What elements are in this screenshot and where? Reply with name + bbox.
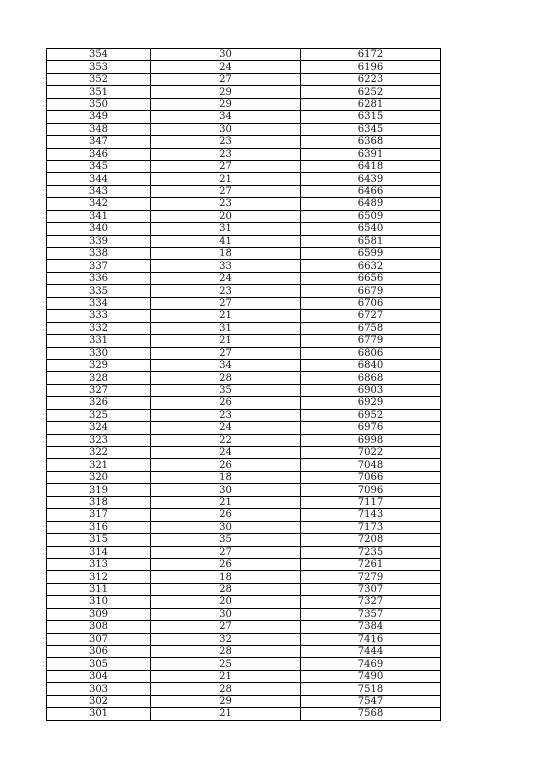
cell-col1: 335: [47, 285, 151, 297]
cell-col3: 6252: [301, 86, 441, 98]
cell-col3: 7518: [301, 683, 441, 695]
cell-col2: 29: [151, 98, 301, 110]
cell-col2: 35: [151, 384, 301, 396]
cell-col3: 7066: [301, 471, 441, 483]
cell-col2: 20: [151, 210, 301, 222]
table-row: [47, 210, 441, 222]
cell-col1: 337: [47, 260, 151, 272]
cell-col3: 6345: [301, 123, 441, 135]
cell-col3: 6223: [301, 73, 441, 85]
cell-col2: 27: [151, 185, 301, 197]
table-row: [47, 173, 441, 185]
cell-col1: 326: [47, 397, 151, 409]
cell-col3: 6806: [301, 347, 441, 359]
table-row: [47, 123, 441, 135]
cell-col3: 6418: [301, 160, 441, 172]
cell-col2: 41: [151, 235, 301, 247]
cell-col3: 6599: [301, 248, 441, 260]
cell-col1: 303: [47, 683, 151, 695]
cell-col2: 30: [151, 484, 301, 496]
cell-col3: 7327: [301, 596, 441, 608]
cell-col1: 329: [47, 359, 151, 371]
cell-col2: 27: [151, 73, 301, 85]
cell-col3: 6903: [301, 384, 441, 396]
cell-col2: 25: [151, 658, 301, 670]
cell-col2: 27: [151, 297, 301, 309]
cell-col2: 30: [151, 608, 301, 620]
table-row: [47, 583, 441, 595]
table-row: [47, 621, 441, 633]
table-row: [47, 111, 441, 123]
table-row: [47, 422, 441, 434]
cell-col3: 7357: [301, 608, 441, 620]
cell-col2: 29: [151, 86, 301, 98]
cell-col3: 6998: [301, 434, 441, 446]
cell-col2: 30: [151, 49, 301, 61]
cell-col2: 21: [151, 708, 301, 720]
cell-col2: 26: [151, 397, 301, 409]
cell-col2: 27: [151, 621, 301, 633]
cell-col1: 342: [47, 198, 151, 210]
table-body: [47, 49, 441, 721]
cell-col3: 6840: [301, 359, 441, 371]
cell-col3: 6281: [301, 98, 441, 110]
cell-col3: 7261: [301, 558, 441, 570]
cell-col3: 6679: [301, 285, 441, 297]
cell-col1: 324: [47, 422, 151, 434]
table-row: [47, 670, 441, 682]
table-row: [47, 310, 441, 322]
cell-col1: 301: [47, 708, 151, 720]
cell-col3: 6466: [301, 185, 441, 197]
cell-col3: 7143: [301, 509, 441, 521]
cell-col1: 352: [47, 73, 151, 85]
cell-col3: 7279: [301, 571, 441, 583]
cell-col2: 27: [151, 546, 301, 558]
table-row: [47, 61, 441, 73]
cell-col2: 27: [151, 160, 301, 172]
cell-col1: 325: [47, 409, 151, 421]
cell-col3: 7416: [301, 633, 441, 645]
cell-col2: 23: [151, 285, 301, 297]
cell-col2: 24: [151, 272, 301, 284]
cell-col1: 320: [47, 471, 151, 483]
cell-col1: 312: [47, 571, 151, 583]
cell-col3: 6439: [301, 173, 441, 185]
cell-col1: 347: [47, 136, 151, 148]
cell-col1: 340: [47, 223, 151, 235]
cell-col3: 7469: [301, 658, 441, 670]
cell-col2: 28: [151, 646, 301, 658]
cell-col3: 7208: [301, 534, 441, 546]
cell-col3: 7096: [301, 484, 441, 496]
cell-col2: 31: [151, 322, 301, 334]
cell-col3: 6540: [301, 223, 441, 235]
table-row: [47, 397, 441, 409]
table-row: [47, 384, 441, 396]
cell-col1: 328: [47, 372, 151, 384]
cell-col3: 6779: [301, 335, 441, 347]
cell-col1: 323: [47, 434, 151, 446]
cell-col2: 28: [151, 683, 301, 695]
table-row: [47, 695, 441, 707]
cell-col2: 18: [151, 471, 301, 483]
cell-col2: 28: [151, 372, 301, 384]
cell-col3: 7117: [301, 496, 441, 508]
cell-col1: 338: [47, 248, 151, 260]
table-row: [47, 658, 441, 670]
cell-col3: 6391: [301, 148, 441, 160]
cell-col1: 332: [47, 322, 151, 334]
cell-col2: 26: [151, 509, 301, 521]
cell-col1: 311: [47, 583, 151, 595]
table-row: [47, 272, 441, 284]
cell-col3: 6581: [301, 235, 441, 247]
cell-col3: 6489: [301, 198, 441, 210]
cell-col2: 22: [151, 434, 301, 446]
cell-col1: 318: [47, 496, 151, 508]
table-row: [47, 49, 441, 61]
cell-col2: 24: [151, 61, 301, 73]
cell-col2: 21: [151, 310, 301, 322]
cell-col3: 6727: [301, 310, 441, 322]
cell-col1: 310: [47, 596, 151, 608]
cell-col1: 314: [47, 546, 151, 558]
cell-col2: 21: [151, 335, 301, 347]
cell-col2: 18: [151, 248, 301, 260]
cell-col2: 24: [151, 447, 301, 459]
cell-col1: 346: [47, 148, 151, 160]
cell-col3: 6509: [301, 210, 441, 222]
cell-col1: 307: [47, 633, 151, 645]
cell-col1: 321: [47, 459, 151, 471]
cell-col1: 353: [47, 61, 151, 73]
cell-col1: 304: [47, 670, 151, 682]
table-row: [47, 148, 441, 160]
cell-col2: 21: [151, 173, 301, 185]
cell-col1: 343: [47, 185, 151, 197]
data-table: [46, 48, 441, 721]
table-row: [47, 372, 441, 384]
cell-col3: 6952: [301, 409, 441, 421]
cell-col1: 354: [47, 49, 151, 61]
cell-col1: 345: [47, 160, 151, 172]
cell-col3: 7490: [301, 670, 441, 682]
table-row: [47, 646, 441, 658]
table-row: [47, 633, 441, 645]
cell-col1: 350: [47, 98, 151, 110]
cell-col3: 6196: [301, 61, 441, 73]
cell-col3: 7547: [301, 695, 441, 707]
cell-col3: 6368: [301, 136, 441, 148]
table-row: [47, 434, 441, 446]
table-row: [47, 223, 441, 235]
cell-col3: 7048: [301, 459, 441, 471]
table-row: [47, 248, 441, 260]
cell-col3: 6315: [301, 111, 441, 123]
cell-col1: 309: [47, 608, 151, 620]
table-row: [47, 297, 441, 309]
table-row: [47, 322, 441, 334]
table-row: [47, 683, 441, 695]
cell-col2: 34: [151, 111, 301, 123]
cell-col2: 23: [151, 198, 301, 210]
cell-col2: 28: [151, 583, 301, 595]
table-row: [47, 260, 441, 272]
cell-col2: 21: [151, 496, 301, 508]
table-row: [47, 708, 441, 720]
cell-col3: 6758: [301, 322, 441, 334]
cell-col3: 7173: [301, 521, 441, 533]
cell-col3: 7568: [301, 708, 441, 720]
cell-col2: 18: [151, 571, 301, 583]
cell-col1: 339: [47, 235, 151, 247]
cell-col1: 349: [47, 111, 151, 123]
table-row: [47, 459, 441, 471]
cell-col1: 336: [47, 272, 151, 284]
cell-col3: 6656: [301, 272, 441, 284]
cell-col2: 27: [151, 347, 301, 359]
cell-col2: 20: [151, 596, 301, 608]
table-row: [47, 521, 441, 533]
table-row: [47, 484, 441, 496]
cell-col3: 6172: [301, 49, 441, 61]
cell-col3: 7307: [301, 583, 441, 595]
cell-col1: 315: [47, 534, 151, 546]
table-row: [47, 546, 441, 558]
cell-col2: 30: [151, 123, 301, 135]
table-row: [47, 86, 441, 98]
cell-col2: 26: [151, 558, 301, 570]
cell-col3: 6706: [301, 297, 441, 309]
table-row: [47, 409, 441, 421]
cell-col3: 6976: [301, 422, 441, 434]
table-row: [47, 285, 441, 297]
cell-col1: 317: [47, 509, 151, 521]
cell-col1: 322: [47, 447, 151, 459]
table-row: [47, 359, 441, 371]
cell-col2: 30: [151, 521, 301, 533]
cell-col1: 331: [47, 335, 151, 347]
table-row: [47, 347, 441, 359]
table-row: [47, 73, 441, 85]
table-row: [47, 198, 441, 210]
cell-col1: 308: [47, 621, 151, 633]
table-row: [47, 571, 441, 583]
cell-col3: 7235: [301, 546, 441, 558]
cell-col2: 23: [151, 148, 301, 160]
cell-col2: 21: [151, 670, 301, 682]
table-row: [47, 509, 441, 521]
cell-col3: 7022: [301, 447, 441, 459]
table-row: [47, 558, 441, 570]
cell-col1: 305: [47, 658, 151, 670]
cell-col1: 327: [47, 384, 151, 396]
cell-col2: 23: [151, 136, 301, 148]
cell-col1: 344: [47, 173, 151, 185]
cell-col2: 34: [151, 359, 301, 371]
table-row: [47, 235, 441, 247]
cell-col1: 333: [47, 310, 151, 322]
table-row: [47, 160, 441, 172]
table-row: [47, 496, 441, 508]
cell-col2: 24: [151, 422, 301, 434]
cell-col1: 341: [47, 210, 151, 222]
cell-col1: 316: [47, 521, 151, 533]
cell-col3: 6868: [301, 372, 441, 384]
cell-col3: 6929: [301, 397, 441, 409]
cell-col1: 334: [47, 297, 151, 309]
cell-col2: 33: [151, 260, 301, 272]
table-row: [47, 534, 441, 546]
cell-col1: 348: [47, 123, 151, 135]
cell-col1: 330: [47, 347, 151, 359]
cell-col1: 351: [47, 86, 151, 98]
cell-col2: 29: [151, 695, 301, 707]
table-row: [47, 471, 441, 483]
cell-col1: 302: [47, 695, 151, 707]
table-row: [47, 447, 441, 459]
cell-col2: 32: [151, 633, 301, 645]
table-row: [47, 185, 441, 197]
cell-col2: 23: [151, 409, 301, 421]
cell-col1: 306: [47, 646, 151, 658]
cell-col3: 7384: [301, 621, 441, 633]
cell-col2: 31: [151, 223, 301, 235]
cell-col3: 7444: [301, 646, 441, 658]
cell-col1: 319: [47, 484, 151, 496]
table-row: [47, 98, 441, 110]
cell-col2: 35: [151, 534, 301, 546]
table-row: [47, 335, 441, 347]
table-row: [47, 136, 441, 148]
table-row: [47, 596, 441, 608]
table-row: [47, 608, 441, 620]
cell-col2: 26: [151, 459, 301, 471]
cell-col1: 313: [47, 558, 151, 570]
cell-col3: 6632: [301, 260, 441, 272]
